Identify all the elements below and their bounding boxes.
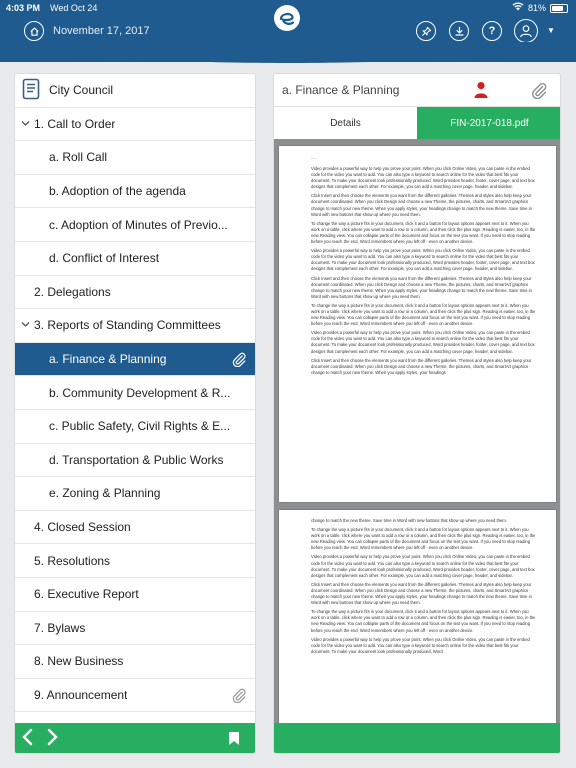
agenda-panel [14, 73, 256, 754]
agenda-item-label: 4. Closed Session [34, 520, 131, 535]
app-logo-icon [271, 2, 303, 34]
agenda-item-label: b. Adoption of the agenda [49, 184, 186, 199]
document-paragraph: Click Insert and then choose the elements you want from the different galleries. Themes and styles also help keep your document coordinated. When you click Design and choose a new Theme, the pictures, charts, and SmartArt graphics change to match your new theme. When you apply styles, your headings change to match the new theme. Save time in Word with new buttons that show up where you need them. [311, 581, 532, 606]
pdf-page-1 [279, 146, 556, 502]
detail-tabs [274, 106, 560, 139]
paperclip-icon[interactable] [530, 81, 548, 99]
chevron-left-icon[interactable] [21, 728, 35, 751]
download-icon[interactable] [449, 21, 469, 41]
agenda-item[interactable] [15, 108, 255, 142]
status-time: 4:03 PM [6, 3, 41, 13]
pin-icon[interactable] [416, 21, 436, 41]
agenda-item[interactable] [15, 276, 255, 310]
chevron-down-icon[interactable] [21, 320, 30, 330]
left-footer [15, 723, 255, 753]
agenda-item[interactable] [15, 175, 255, 209]
agenda-item-label: 5. Resolutions [34, 553, 111, 568]
agenda-item-label: a. Finance & Planning [49, 352, 167, 367]
person-icon[interactable] [473, 81, 489, 99]
detail-panel [273, 73, 561, 754]
header-wave [0, 42, 576, 64]
document-paragraph: Click Insert and then choose the elements you want from the different galleries. Themes and styles also help keep your document coordinated. When you click Design and choose a new Theme, the pictures, charts, and SmartArt graphics change to match your new theme. When you apply styles, your headings change to match the new theme. Save time in Word with new buttons that show up where you need them. [311, 193, 532, 217]
agenda-item[interactable] [15, 141, 255, 175]
meeting-date: November 17, 2017 [53, 25, 150, 37]
caret-down-icon[interactable]: ▼ [547, 26, 555, 35]
agenda-book-icon [22, 78, 40, 100]
agenda-item-label: 1. Call to Order [34, 116, 116, 131]
agenda-item-label: a. Roll Call [49, 150, 108, 165]
agenda-item[interactable] [15, 612, 255, 646]
agenda-item[interactable] [15, 645, 255, 679]
agenda-item-label: 7. Bylaws [34, 620, 86, 635]
agenda-item[interactable] [15, 679, 255, 713]
document-paragraph: Video provides a powerful way to help you prove your point. When you click Online Video, you can paste in the embed code for the video you want to add. You can also type a keyword to search online for the video that best fits your document. To make your document look professionally produced, Word [311, 636, 530, 654]
agenda-item-label: 2. Delegations [34, 284, 111, 299]
agenda-list [15, 74, 255, 746]
help-icon[interactable]: ? [482, 21, 502, 41]
agenda-item-label: c. Public Safety, Civil Rights & E... [49, 419, 231, 434]
agenda-item-label: d. Conflict of Interest [49, 251, 160, 266]
profile-icon[interactable] [514, 19, 538, 43]
home-icon[interactable] [24, 21, 44, 41]
document-paragraph: Video provides a powerful way to help you prove your point. When you click Online Video, you can paste in the embed code for the video you want to add. You can also type a keyword to search online for the video that best fits your document. To make your document look professionally produced, Word provides header, footer, cover page, and text box designs that complement each other. For example, you can add a matching cover page, header, and sidebar. [311, 554, 535, 578]
document-paragraph: Video provides a powerful way to help you prove your point. When you click Online Video, you can paste in the embed code for the video you want to add. You can also type a keyword to search online for the video that best fits your document. To make your document look professionally produced, Word provides header, footer, cover page, and text box designs that complement each other. For example, you can add a matching cover page, header, and sidebar. [311, 166, 535, 190]
chevron-right-icon[interactable] [45, 728, 59, 751]
document-paragraph: change to match the new theme. Save time in Word with new buttons that show up where you need them. [311, 518, 507, 523]
agenda-title: City Council [49, 83, 114, 98]
agenda-header[interactable] [15, 74, 255, 108]
agenda-item-label: c. Adoption of Minutes of Previo... [49, 217, 228, 232]
agenda-item[interactable] [15, 208, 255, 242]
agenda-item[interactable] [15, 376, 255, 410]
bookmark-icon[interactable] [229, 732, 239, 745]
status-right [512, 2, 568, 14]
agenda-item-label: 9. Announcement [34, 687, 128, 702]
tab-details[interactable]: Details [274, 107, 417, 140]
paperclip-icon[interactable] [231, 687, 247, 703]
page-heading: ... [311, 154, 317, 161]
pdf-page-2 [279, 510, 556, 725]
agenda-item[interactable] [15, 544, 255, 578]
pdf-viewer[interactable] [274, 139, 560, 725]
wifi-icon [512, 2, 524, 14]
document-paragraph: To change the way a picture fits in your document, click it and a button for layout options appears next to it. When you work on a table, click where you want to add a row or a column, and then click the plus sign. Reading is easier, too, in the new Reading view. You can collapse parts of the document and focus on the text you want. If you need to stop reading before you reach the end, Word remembers where you left off - even on another device. [311, 220, 536, 245]
agenda-item[interactable] [15, 309, 255, 343]
battery-icon [550, 4, 568, 13]
agenda-item-label: b. Community Development & R... [49, 385, 231, 400]
document-paragraph: To change the way a picture fits in your document, click it and a button for layout options appears next to it. When you work on a table, click where you want to add a row or a column, and then click the plus sign. Reading is easier, too, in the new Reading view. You can collapse parts of the document and focus on the text you want. If you need to stop reading before you reach the end, Word remembers where you left off - even on another device. [311, 609, 536, 633]
tab-file[interactable]: FIN-2017-018.pdf [417, 107, 561, 140]
agenda-item-label: 3. Reports of Standing Committees [34, 318, 221, 333]
right-footer [274, 723, 560, 753]
document-paragraph: Click Insert and then choose the elements you want from the different galleries. Themes and styles also help keep your document coordinated. When you click Design and choose a new Theme, the pictures, charts, and SmartArt graphics change to match your new theme. When you apply styles, your headings change to match the new theme. Save time in Word with new buttons that show up where you need them. [311, 275, 532, 299]
document-paragraph: To change the way a picture fits in your document, click it and a button for layout options appears next to it. When you work on a table, click where you want to add a row or a column, and then click the plus sign. Reading is easier, too, in the new Reading view. You can collapse parts of the document and focus on the text you want. If you need to stop reading before you reach the end, Word remembers where you left off - even on another device. [311, 527, 536, 551]
agenda-item[interactable] [15, 578, 255, 612]
agenda-item-label: 6. Executive Report [34, 587, 139, 602]
agenda-item[interactable] [15, 444, 255, 478]
paperclip-icon[interactable] [231, 351, 247, 367]
detail-title: a. Finance & Planning [282, 83, 400, 97]
agenda-item-label: e. Zoning & Planning [49, 486, 161, 501]
status-date: Wed Oct 24 [50, 3, 98, 13]
chevron-down-icon[interactable] [21, 119, 30, 129]
agenda-item[interactable] [15, 242, 255, 276]
agenda-item[interactable] [15, 477, 255, 511]
agenda-item[interactable] [15, 511, 255, 545]
document-paragraph: Video provides a powerful way to help you prove your point. When you click Online Video, you can paste in the embed code for the video you want to add. You can also type a keyword to search online for the video that best fits your document. To make your document look professionally produced, Word provides header, footer, cover page, and text box designs that complement each other. For example, you can add a matching cover page, header, and sidebar. [311, 248, 535, 272]
battery-level: 81% [527, 3, 546, 13]
agenda-item[interactable] [15, 410, 255, 444]
agenda-item[interactable] [15, 343, 255, 377]
document-paragraph: To change the way a picture fits in your document, click it and a button for layout options appears next to it. When you work on a table, click where you want to add a row or a column, and then click the plus sign. Reading is easier, too, in the new Reading view. You can collapse parts of the document and focus on the text you want. If you need to stop reading before you reach the end, Word remembers where you left off - even on another device. [311, 302, 536, 327]
document-paragraph: Video provides a powerful way to help you prove your point. When you click Online Video, you can paste in the embed code for the video you want to add. You can also type a keyword to search online for the video that best fits your document. To make your document look professionally produced, Word provides header, footer, cover page, and text box designs that complement each other. For example, you can add a matching cover page, header, and sidebar. [311, 330, 535, 354]
document-paragraph: Click Insert and then choose the elements you want from the different galleries. Themes and styles also help keep your document coordinated. When you click Design and choose a new Theme, the pictures, charts, and SmartArt graphics change to match your new theme. When you apply styles, your headings [311, 357, 532, 375]
agenda-item-label: d. Transportation & Public Works [49, 452, 224, 467]
agenda-item-label: 8. New Business [34, 654, 124, 669]
app-header [0, 0, 576, 62]
